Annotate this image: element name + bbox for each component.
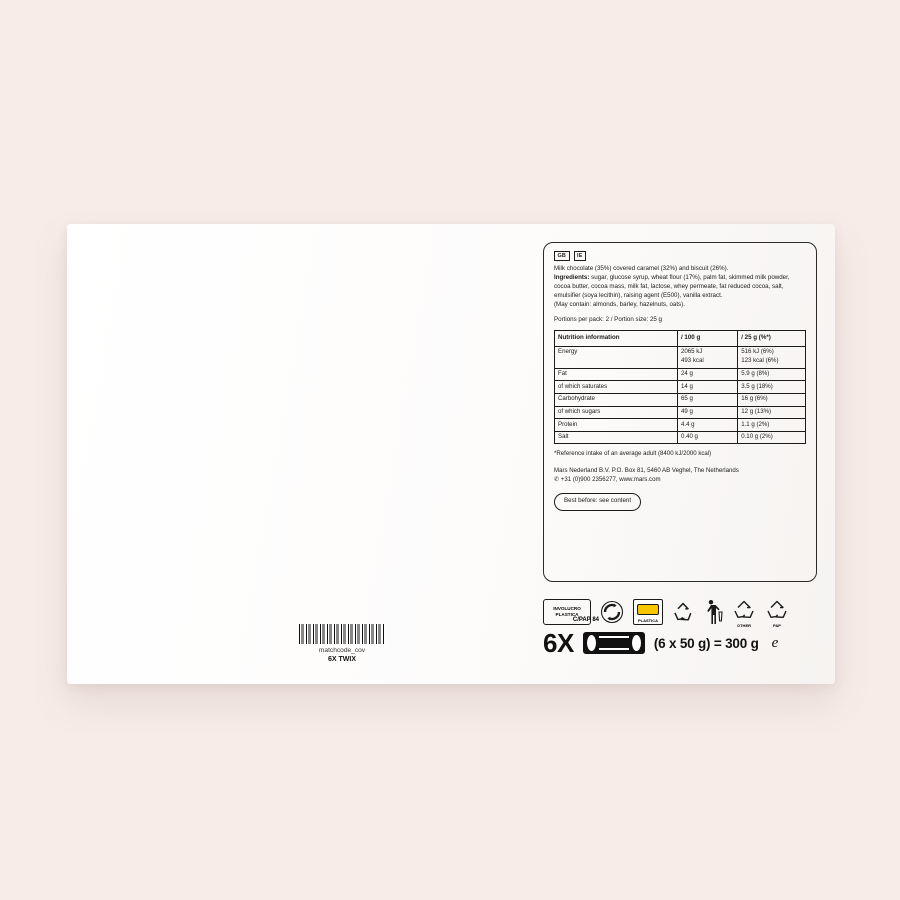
address-line-2: ✆ +31 (0)900 2356277, www.mars.com: [554, 475, 661, 483]
plastica-line-1: INVOLUCRO: [553, 606, 581, 612]
best-before-chip: Best before: see content: [554, 493, 641, 511]
involucro-plastica-icon: [543, 599, 599, 625]
green-dot-icon: [600, 600, 624, 624]
chocolate-bar-icon: [583, 632, 645, 654]
energy-kj-100: 2065 kJ: [680, 348, 703, 356]
row-portion-salt: 0.10 g (2%): [738, 431, 806, 444]
quantity-row: [543, 630, 833, 656]
nutrition-title: Nutrition information: [555, 331, 678, 347]
table-row: [555, 346, 806, 368]
nutrition-table: [554, 330, 806, 444]
row-per100-sugars: 49 g: [677, 406, 737, 419]
row-per100-protein: 4.4 g: [677, 419, 737, 432]
mobius-pap-label: PAP: [773, 623, 781, 628]
tray-bar-shape: [637, 604, 659, 615]
portions-line: Portions per pack: 2 / Portion size: 25 g: [554, 316, 662, 324]
pack-count: 6X: [543, 628, 574, 658]
plastica-code: C/PAP 84: [572, 616, 599, 623]
ingredients-paragraph: [554, 274, 806, 300]
table-row: [555, 419, 806, 432]
address-line-1: Mars Nederland B.V. P.O. Box 81, 5460 AB Veghel, The Netherlands: [554, 467, 739, 475]
row-per100-salt: 0.40 g: [677, 431, 737, 444]
table-row: [555, 368, 806, 381]
energy-kj-portion: 516 kJ (6%): [741, 348, 774, 356]
description-block: [554, 265, 806, 309]
language-chip-ie: IE: [574, 251, 587, 261]
row-portion-saturates: 3.5 g (18%): [738, 381, 806, 394]
tidyman-icon: [703, 599, 723, 625]
row-label-salt: Salt: [555, 431, 678, 444]
language-chip-gb: GB: [554, 251, 570, 261]
mobius-other-label: OTHER: [737, 623, 751, 628]
estimated-sign-icon: e: [771, 634, 779, 651]
table-row: [555, 406, 806, 419]
row-label-energy: Energy: [555, 346, 678, 368]
ingredients-label: Ingredients:: [554, 274, 590, 282]
energy-kcal-portion: 123 kcal (6%): [741, 357, 779, 365]
row-per100-saturates: 14 g: [677, 381, 737, 394]
net-weight: (6 x 50 g) = 300 g: [653, 635, 759, 651]
product-box: [67, 224, 835, 684]
plastic-tray-icon: [633, 599, 663, 625]
mobius-loop-icon: [672, 601, 694, 623]
reference-intake-note: *Reference intake of an average adult (8400 kJ/2000 kcal): [554, 450, 712, 458]
column-per-100g: / 100 g: [677, 331, 737, 347]
table-header-row: [555, 331, 806, 347]
row-label-saturates: of which saturates: [555, 381, 678, 394]
row-label-carbohydrate: Carbohydrate: [555, 393, 678, 406]
manufacturer-address: [554, 467, 806, 485]
row-label-sugars: of which sugars: [555, 406, 678, 419]
barcode-icon: [299, 624, 385, 644]
barcode-caption: matchcode_cov: [318, 647, 366, 654]
row-portion-sugars: 12 g (13%): [738, 406, 806, 419]
row-label-fat: Fat: [555, 368, 678, 381]
row-per100-carbohydrate: 65 g: [677, 393, 737, 406]
row-per100-energy: [677, 346, 737, 368]
barcode-block: [257, 624, 427, 663]
table-row: [555, 431, 806, 444]
plastica-line-2: PLASTICA: [555, 612, 579, 617]
may-contain: (May contain: almonds, barley, hazelnuts, oats).: [554, 300, 685, 308]
nutrition-info-panel: [543, 242, 817, 582]
packaging-icon-row: [543, 594, 833, 630]
row-portion-energy: [738, 346, 806, 368]
row-portion-carbohydrate: 16 g (6%): [738, 393, 806, 406]
table-row: [555, 381, 806, 394]
row-label-protein: Protein: [555, 419, 678, 432]
row-portion-fat: 5.9 g (8%): [738, 368, 806, 381]
language-chips: [554, 251, 806, 261]
mobius-pap-icon: [765, 600, 789, 628]
product-description: Milk chocolate (35%) covered caramel (32%) and biscuit (26%).: [554, 265, 729, 273]
barcode-product-name: 6X TWIX: [327, 656, 356, 663]
row-per100-fat: 24 g: [677, 368, 737, 381]
energy-kcal-100: 493 kcal: [680, 357, 704, 365]
ingredients-text: sugar, glucose syrup, wheat flour (17%), palm fat, skimmed milk powder, cocoa butter, cocoa mass, milk fat, lactose, whey permeate, fat reduced cocoa, salt, emulsifier (soya lecithin), raising agent (E500), vanilla extract.: [554, 274, 790, 299]
tray-label: PLASTICA: [638, 618, 658, 623]
table-row: [555, 393, 806, 406]
mobius-other-icon: [732, 600, 756, 628]
row-portion-protein: 1.1 g (2%): [738, 419, 806, 432]
column-per-portion: / 25 g (%*): [738, 331, 806, 347]
